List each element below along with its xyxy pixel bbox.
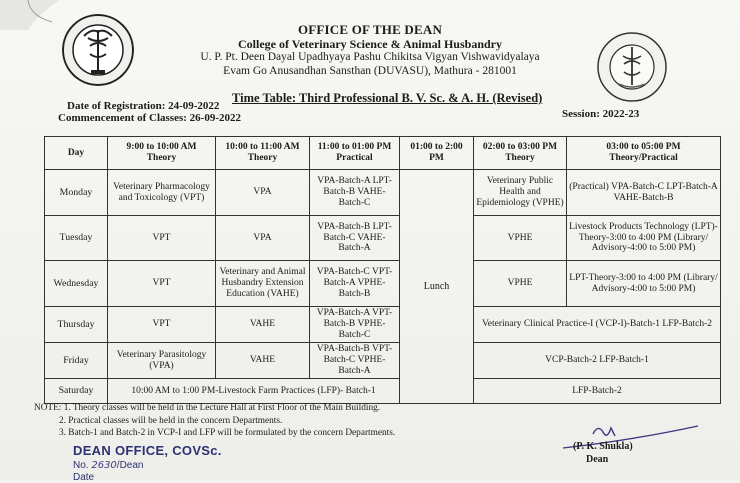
slot-3-time: 11:00 to 01:00 PM bbox=[317, 142, 392, 153]
table-cell: VAHE bbox=[216, 307, 310, 343]
session-label: Session: 2022-23 bbox=[562, 108, 640, 120]
slot-lunch-type: PM bbox=[429, 153, 444, 163]
slot-4-time: 02:00 to 03:00 PM bbox=[482, 142, 558, 153]
day-cell: Thursday bbox=[45, 307, 108, 343]
day-cell: Saturday bbox=[45, 379, 108, 404]
header-slot-5 bbox=[567, 137, 721, 170]
table-cell: (Practical) VPA-Batch-C LPT-Batch-A VAHE-Batch-B bbox=[567, 170, 721, 216]
table-cell: Veterinary Public Health and Epidemiology (VPHE) bbox=[474, 170, 567, 216]
table-cell: Veterinary and Animal Husbandry Extension Education (VAHE) bbox=[216, 261, 310, 307]
university-name-line2: Evam Go Anusandhan Sansthan (DUVASU), Mathura - 281001 bbox=[223, 65, 517, 77]
table-cell: Veterinary Parasitology (VPA) bbox=[108, 343, 216, 379]
slot-1-time: 9:00 to 10:00 AM bbox=[126, 142, 197, 153]
header-slot-3 bbox=[310, 137, 400, 170]
university-seal-left bbox=[62, 14, 134, 86]
table-cell: VPT bbox=[108, 261, 216, 307]
header-slot-2 bbox=[216, 137, 310, 170]
stamp-no-label: No. bbox=[73, 460, 89, 471]
table-cell: VPA-Batch-C VPT-Batch-A VPHE-Batch-B bbox=[310, 261, 400, 307]
slot-lunch-time: 01:00 to 2:00 bbox=[410, 142, 463, 153]
slot-5-time: 03:00 to 05:00 PM bbox=[606, 142, 681, 153]
signatory-name: (P. K. Shukla) bbox=[573, 441, 633, 452]
registration-date: Date of Registration: 24-09-2022 bbox=[67, 100, 220, 112]
stamp-dean-label: /Dean bbox=[116, 460, 144, 471]
header-slot-lunch bbox=[400, 137, 474, 170]
stamp-no-value: 2630 bbox=[91, 460, 117, 471]
table-cell: VPHE bbox=[474, 216, 567, 261]
university-seal-right bbox=[597, 32, 667, 102]
day-cell: Friday bbox=[45, 343, 108, 379]
commencement-date: Commencement of Classes: 26-09-2022 bbox=[58, 112, 241, 124]
table-cell: VPT bbox=[108, 216, 216, 261]
day-cell: Tuesday bbox=[45, 216, 108, 261]
slot-4-type: Theory bbox=[505, 153, 535, 163]
table-cell: VPA-Batch-A VPT-Batch-B VPHE-Batch-C bbox=[310, 307, 400, 343]
paper-corner-curl bbox=[0, 0, 60, 30]
table-cell: VPHE bbox=[474, 261, 567, 307]
table-cell: VPA-Batch-B VPT-Batch-C VPHE-Batch-A bbox=[310, 343, 400, 379]
stamp-date-label: Date bbox=[73, 472, 95, 483]
table-cell: VCP-Batch-2 LFP-Batch-1 bbox=[474, 343, 721, 379]
table-cell: VPA bbox=[216, 170, 310, 216]
office-title: OFFICE OF THE DEAN bbox=[297, 22, 443, 37]
stamp-office: DEAN OFFICE, COVSc. bbox=[73, 443, 222, 458]
stamp-number-line bbox=[73, 460, 222, 471]
table-row-saturday bbox=[45, 379, 721, 404]
note-1: NOTE: 1. Theory classes will be held in the Lecture Hall at First Floor of the Main Building. bbox=[34, 403, 381, 413]
table-cell: VPA-Batch-B LPT-Batch-C VAHE-Batch-A bbox=[310, 216, 400, 261]
day-cell: Monday bbox=[45, 170, 108, 216]
notes-section bbox=[34, 402, 395, 440]
slot-3-type: Practical bbox=[336, 153, 373, 163]
office-stamp bbox=[73, 443, 222, 483]
table-row-tuesday bbox=[45, 216, 721, 261]
university-name: U. P. Pt. Deen Dayal Upadhyaya Pashu Chikitsa Vigyan Vishwavidyalaya bbox=[200, 51, 540, 63]
note-2: 2. Practical classes will be held in the concern Departments. bbox=[59, 415, 283, 426]
table-row-friday bbox=[45, 343, 721, 379]
header-slot-4 bbox=[474, 137, 567, 170]
table-header-row bbox=[45, 137, 721, 170]
table-cell: VPT bbox=[108, 307, 216, 343]
table-cell: VPA-Batch-A LPT-Batch-B VAHE-Batch-C bbox=[310, 170, 400, 216]
slot-5-type: Theory/Practical bbox=[609, 153, 678, 163]
note-3: 3. Batch-1 and Batch-2 in VCP-I and LFP will be formulated by the concern Departments. bbox=[59, 428, 396, 438]
slot-1-type: Theory bbox=[146, 153, 177, 163]
table-row-thursday bbox=[45, 307, 721, 343]
signatory-designation: Dean bbox=[586, 454, 609, 465]
table-cell: LPT-Theory-3:00 to 4:00 PM (Library/ Advisory-4:00 to 5:00 PM) bbox=[567, 261, 721, 307]
table-cell: VPA bbox=[216, 216, 310, 261]
header-slot-1 bbox=[108, 137, 216, 170]
table-cell: Livestock Products Technology (LPT)-Theory-3:00 to 4:00 PM (Library/ Advisory-4:00 to 5:00 PM) bbox=[567, 216, 721, 261]
college-name: College of Veterinary Science & Animal Husbandry bbox=[238, 37, 502, 51]
day-cell: Wednesday bbox=[45, 261, 108, 307]
table-row-wednesday bbox=[45, 261, 721, 307]
lunch-cell: Lunch bbox=[400, 170, 474, 404]
table-cell: 10:00 AM to 1:00 PM-Livestock Farm Practices (LFP)- Batch-1 bbox=[108, 379, 400, 404]
slot-2-type: Theory bbox=[247, 153, 278, 163]
header-day: Day bbox=[45, 137, 108, 170]
table-cell: LFP-Batch-2 bbox=[474, 379, 721, 404]
table-cell: Veterinary Clinical Practice-I (VCP-I)-Batch-1 LFP-Batch-2 bbox=[474, 307, 721, 343]
table-cell: VAHE bbox=[216, 343, 310, 379]
table-row-monday bbox=[45, 170, 721, 216]
timetable bbox=[44, 136, 721, 404]
slot-2-time: 10:00 to 11:00 AM bbox=[225, 142, 300, 153]
table-cell: Veterinary Pharmacology and Toxicology (VPT) bbox=[108, 170, 216, 216]
timetable-title: Time Table: Third Professional B. V. Sc. & A. H. (Revised) bbox=[232, 91, 543, 105]
